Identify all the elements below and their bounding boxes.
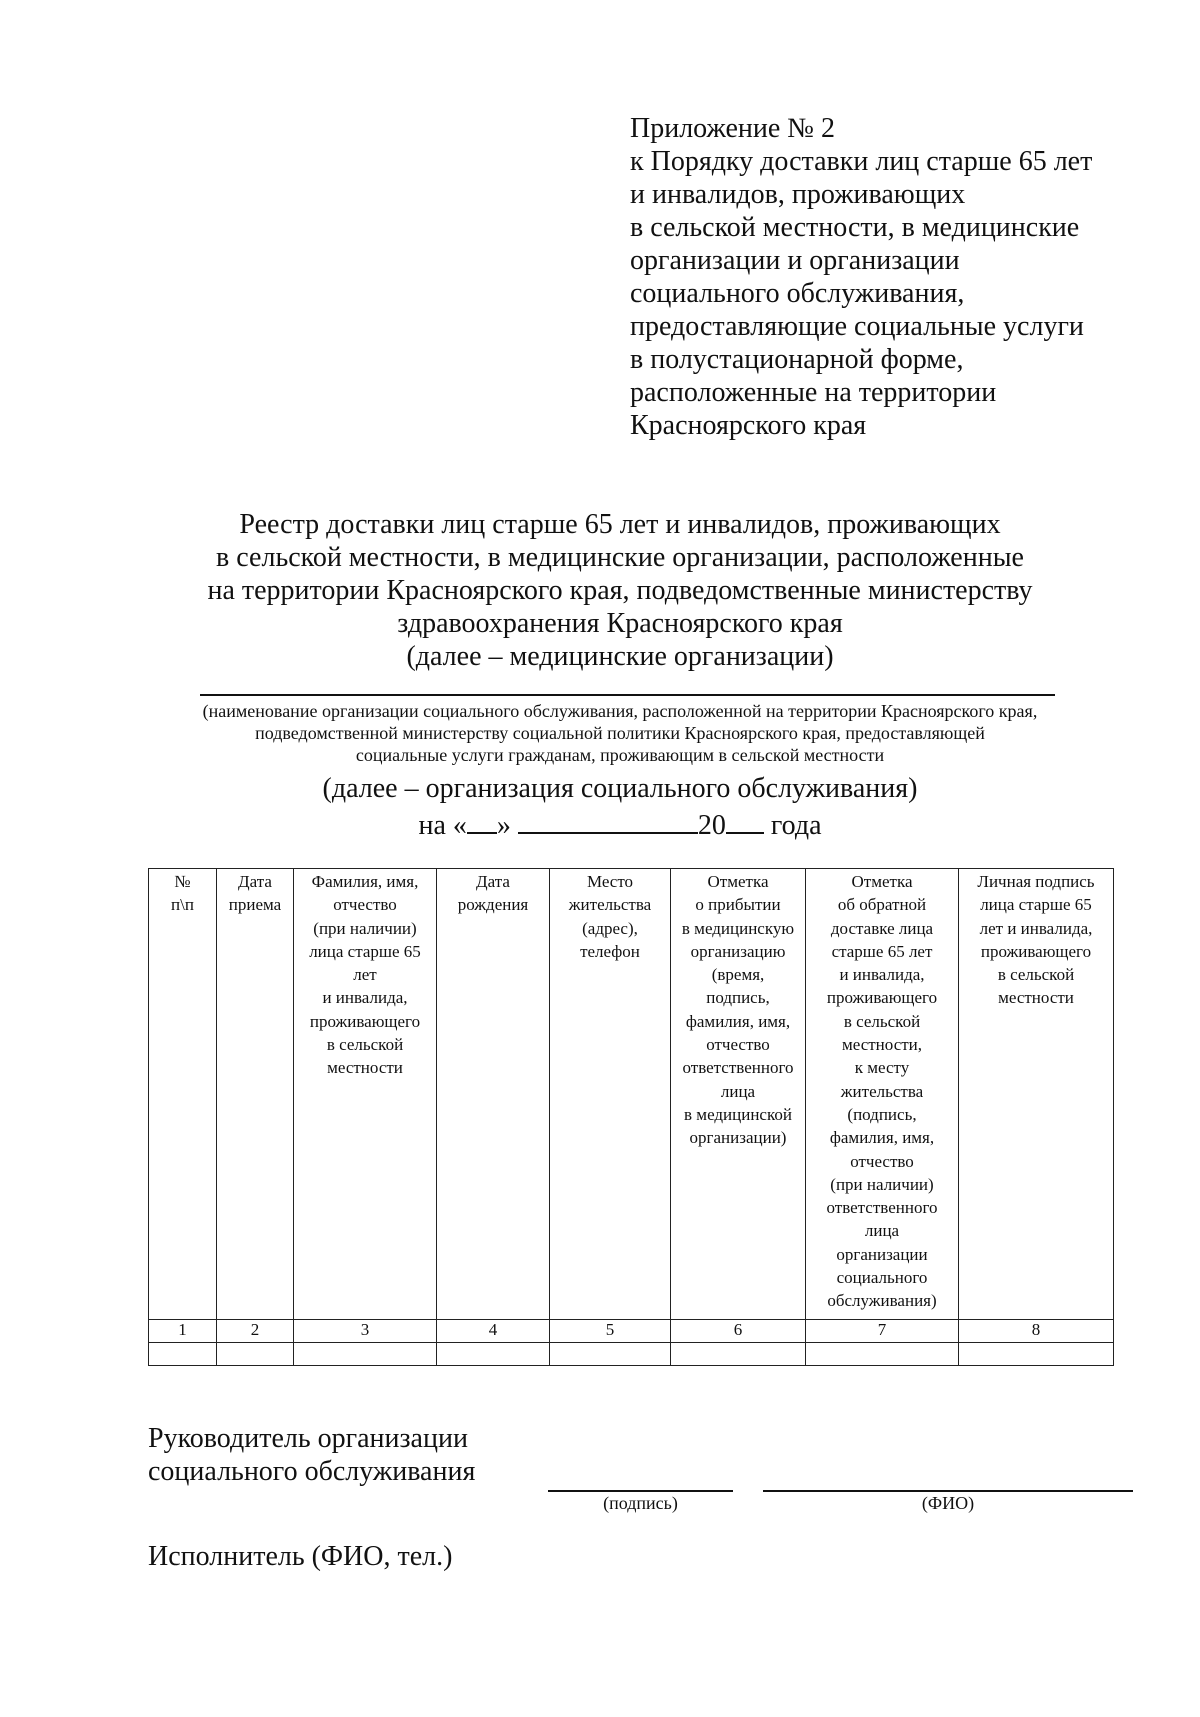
appendix-line: и инвалидов, проживающих [630,179,966,210]
appendix-line: социального обслуживания, [630,278,965,309]
date-prefix: на « [418,810,467,841]
document-title [150,508,1090,673]
column-header: Отметка о прибытии в медицинскую организацию (время, подпись, фамилия, имя, отчество ответственного лица в медицинской организации) [671,869,806,1320]
column-header: Место жительства (адрес), телефон [550,869,671,1320]
fio-caption: (ФИО) [921,1493,975,1513]
appendix-block [630,112,1150,442]
table-cell[interactable] [550,1343,671,1366]
column-number: 4 [437,1320,550,1343]
column-header: Дата приема [217,869,294,1320]
column-number: 8 [959,1320,1114,1343]
signature-caption: (подпись) [603,1493,678,1513]
year-field[interactable] [726,806,764,834]
caption-line: (наименование организации социального обслуживания, расположенной на территории Красноярского края, [202,701,1038,721]
column-header: Дата рождения [437,869,550,1320]
table-cell[interactable] [959,1343,1114,1366]
title-line: на территории Красноярского края, подведомственные министерству [207,575,1033,606]
head-label-line: социального обслуживания [148,1456,476,1487]
column-number: 1 [149,1320,217,1343]
table-cell[interactable] [149,1343,217,1366]
appendix-line: организации и организации [630,245,960,276]
head-label-line: Руководитель организации [148,1423,468,1454]
appendix-line: в сельской местности, в медицинские [630,212,1080,243]
caption-line: подведомственной министерству социальной политики Красноярского края, предоставляющей [255,723,985,743]
table-cell[interactable] [806,1343,959,1366]
caption-line: социальные услуги гражданам, проживающим в сельской местности [355,745,885,765]
title-line: (далее – медицинские организации) [406,641,834,672]
organization-name-field[interactable] [200,694,1055,696]
column-number: 2 [217,1320,294,1343]
appendix-line: к Порядку доставки лиц старше 65 лет [630,146,1093,177]
table-cell[interactable] [671,1343,806,1366]
column-number: 5 [550,1320,671,1343]
executor-label: Исполнитель (ФИО, тел.) [148,1541,453,1572]
registry-table [148,868,1114,1366]
registry-date [120,806,1120,842]
day-field[interactable] [467,806,497,834]
appendix-line: расположенные на территории [630,377,997,408]
column-header: Отметка об обратной доставке лица старше 65 лет и инвалида, проживающего в сельской местности, к месту жительства (подпись, фамилия, имя, отчество (при наличии) ответственного лица организации социального обслуживания) [806,869,959,1320]
appendix-line: в полустационарной форме, [630,344,964,375]
title-line: здравоохранения Красноярского края [397,608,843,639]
column-header: Личная подпись лица старше 65 лет и инвалида, проживающего в сельской местности [959,869,1114,1320]
table-cell[interactable] [294,1343,437,1366]
organization-abbreviation: (далее – организация социального обслуживания) [322,773,918,804]
year-prefix: 20 [697,810,726,841]
appendix-line: Красноярского края [630,410,867,441]
title-line: в сельской местности, в медицинские организации, расположенные [216,542,1024,573]
organization-caption [120,700,1120,766]
appendix-line: предоставляющие социальные услуги [630,311,1084,342]
column-number: 3 [294,1320,437,1343]
table-cell[interactable] [437,1343,550,1366]
column-number: 6 [671,1320,806,1343]
month-field[interactable] [518,806,698,834]
appendix-line: Приложение № 2 [630,113,835,144]
table-cell[interactable] [217,1343,294,1366]
column-header: № п\п [149,869,217,1320]
table-header-row [149,869,1114,1320]
column-number: 7 [806,1320,959,1343]
title-line: Реестр доставки лиц старше 65 лет и инвалидов, проживающих [239,509,1001,540]
date-mid: » [496,810,511,841]
column-number-row [149,1320,1114,1343]
date-suffix: года [770,810,822,841]
column-header: Фамилия, имя, отчество (при наличии) лица старше 65 лет и инвалида, проживающего в сельской местности [294,869,437,1320]
head-of-organization-label [148,1422,475,1488]
table-row [149,1343,1114,1366]
